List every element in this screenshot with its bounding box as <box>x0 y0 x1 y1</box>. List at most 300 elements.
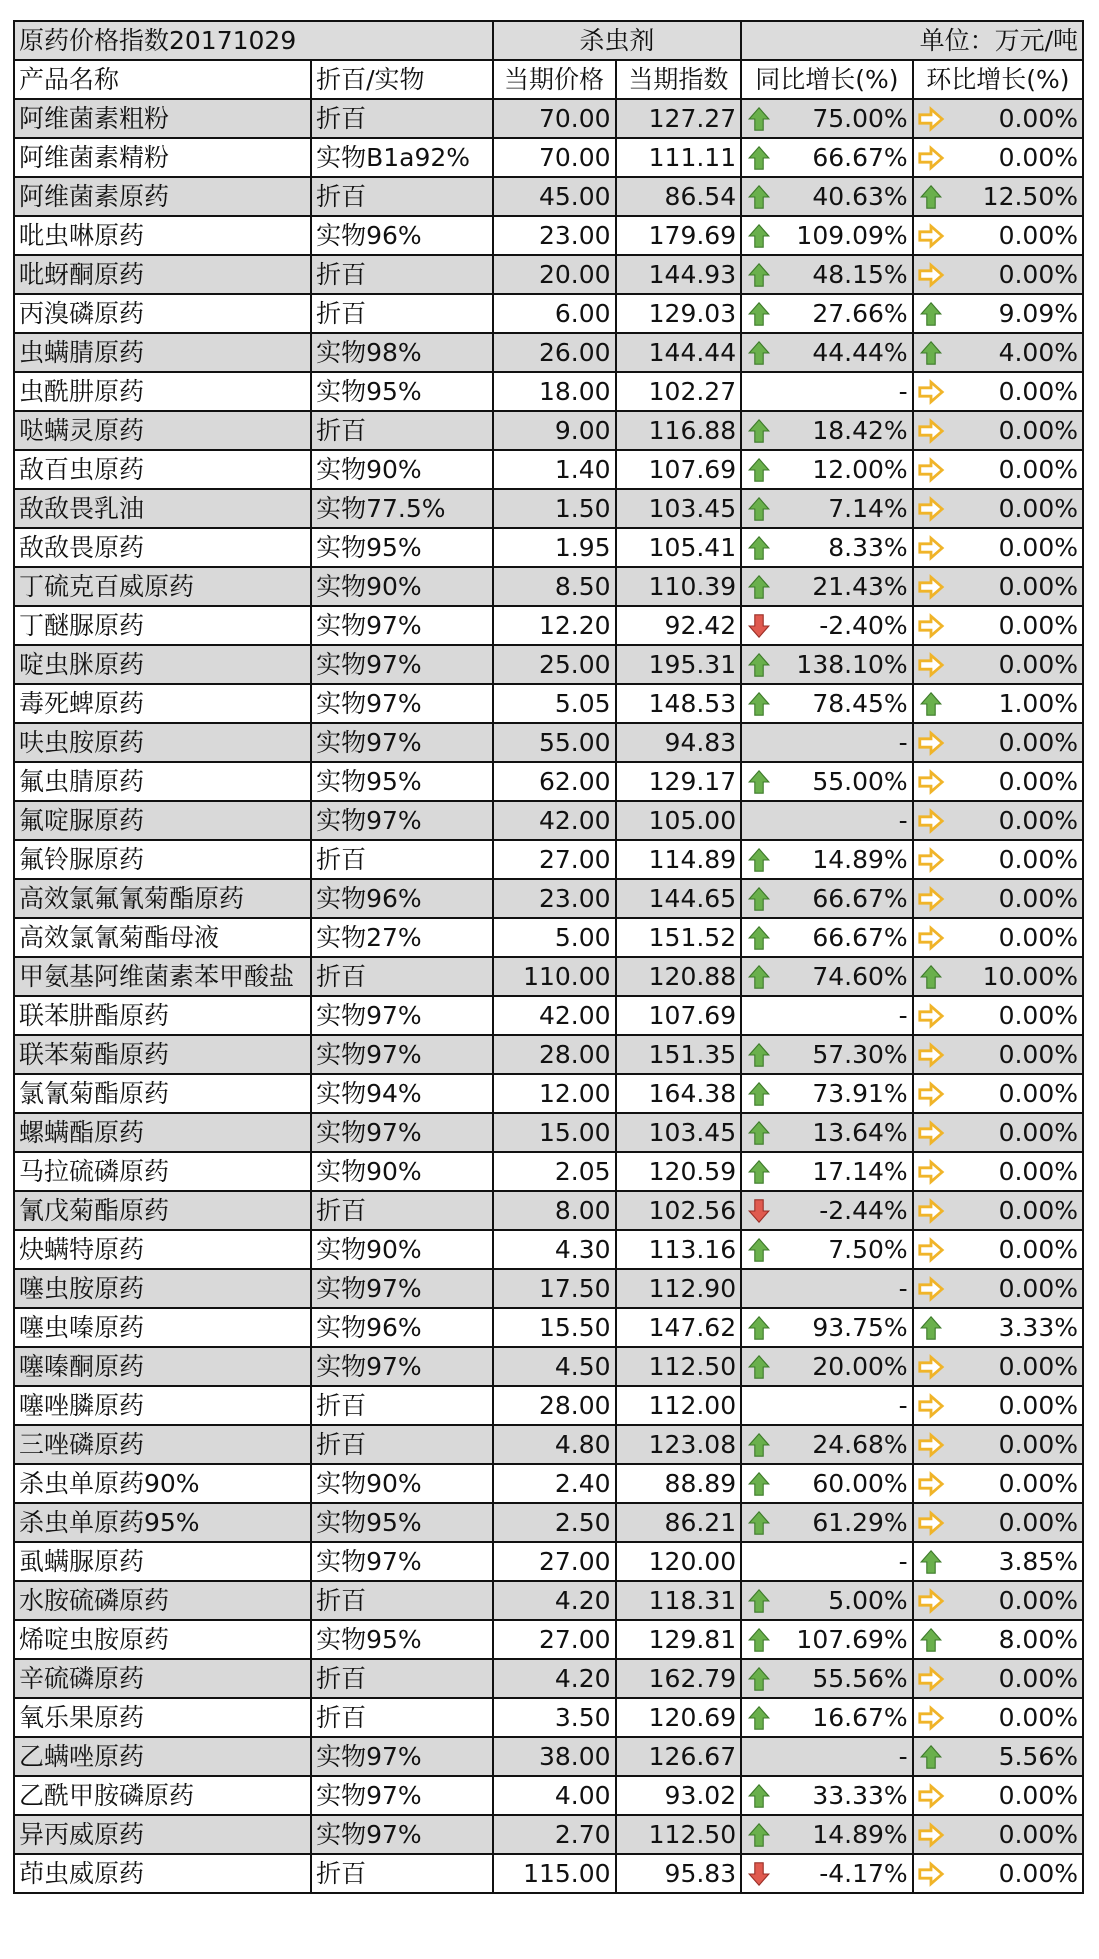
product-name: 噻虫胺原药 <box>14 1269 311 1308</box>
table-row <box>14 1347 1083 1386</box>
mom-change <box>913 1776 1083 1815</box>
arrow-up-icon <box>745 1080 773 1108</box>
mom-change-value: 0.00% <box>998 572 1078 601</box>
yoy-change <box>741 450 913 489</box>
arrow-right-icon <box>917 222 945 250</box>
mom-change <box>913 1074 1083 1113</box>
arrow-right-icon <box>917 1353 945 1381</box>
basis: 实物97% <box>311 1035 492 1074</box>
header-index: 当期指数 <box>616 60 742 99</box>
yoy-change <box>741 567 913 606</box>
yoy-change <box>741 1425 913 1464</box>
yoy-change <box>741 1581 913 1620</box>
mom-change-value: 1.00% <box>998 689 1078 718</box>
mom-change-value: 0.00% <box>998 1391 1078 1420</box>
mom-change-value: 0.00% <box>998 104 1078 133</box>
product-name: 乙螨唑原药 <box>14 1737 311 1776</box>
current-price: 70.00 <box>493 99 616 138</box>
yoy-change-value: 61.29% <box>812 1508 908 1537</box>
current-price: 15.50 <box>493 1308 616 1347</box>
product-name: 高效氯氰菊酯母液 <box>14 918 311 957</box>
arrow-up-icon <box>917 1743 945 1771</box>
yoy-change <box>741 723 913 762</box>
product-name: 吡蚜酮原药 <box>14 255 311 294</box>
basis: 实物97% <box>311 1347 492 1386</box>
yoy-change-value: 7.14% <box>828 494 908 523</box>
arrow-right-icon <box>917 1119 945 1147</box>
table-row <box>14 567 1083 606</box>
arrow-up-icon <box>745 573 773 601</box>
arrow-up-icon <box>745 1236 773 1264</box>
current-price: 55.00 <box>493 723 616 762</box>
mom-change <box>913 1269 1083 1308</box>
table-row <box>14 1620 1083 1659</box>
price-index-table <box>13 20 1084 1894</box>
arrow-right-icon <box>917 1860 945 1888</box>
arrow-up-icon <box>745 183 773 211</box>
yoy-change <box>741 1386 913 1425</box>
arrow-right-icon <box>917 261 945 289</box>
mom-change-value: 0.00% <box>998 728 1078 757</box>
yoy-change-value: 33.33% <box>812 1781 908 1810</box>
mom-change-value: 0.00% <box>998 1079 1078 1108</box>
yoy-change <box>741 1659 913 1698</box>
yoy-change-value: 60.00% <box>812 1469 908 1498</box>
product-name: 敌敌畏乳油 <box>14 489 311 528</box>
arrow-down-icon <box>745 1197 773 1225</box>
basis: 实物96% <box>311 216 492 255</box>
current-index: 112.00 <box>616 1386 742 1425</box>
yoy-change-value: 17.14% <box>812 1157 908 1186</box>
arrow-up-icon <box>745 1665 773 1693</box>
product-name: 毒死蜱原药 <box>14 684 311 723</box>
product-name: 马拉硫磷原药 <box>14 1152 311 1191</box>
yoy-change <box>741 1737 913 1776</box>
mom-change <box>913 138 1083 177</box>
arrow-right-icon <box>917 1782 945 1810</box>
yoy-change-value: 20.00% <box>812 1352 908 1381</box>
arrow-up-icon <box>745 105 773 133</box>
mom-change <box>913 606 1083 645</box>
product-name: 甲氨基阿维菌素苯甲酸盐 <box>14 957 311 996</box>
yoy-change-value: 5.00% <box>828 1586 908 1615</box>
mom-change <box>913 255 1083 294</box>
current-price: 4.80 <box>493 1425 616 1464</box>
current-price: 42.00 <box>493 801 616 840</box>
current-price: 23.00 <box>493 216 616 255</box>
yoy-change-value: 13.64% <box>812 1118 908 1147</box>
arrow-right-icon <box>917 612 945 640</box>
table-row <box>14 1191 1083 1230</box>
table-row <box>14 411 1083 450</box>
current-price: 12.00 <box>493 1074 616 1113</box>
current-price: 4.20 <box>493 1659 616 1698</box>
arrow-down-icon <box>745 1860 773 1888</box>
yoy-change-value: 109.09% <box>796 221 908 250</box>
arrow-up-icon <box>745 1353 773 1381</box>
arrow-up-icon <box>745 339 773 367</box>
current-price: 23.00 <box>493 879 616 918</box>
current-index: 151.52 <box>616 918 742 957</box>
yoy-change-value: -2.44% <box>819 1196 908 1225</box>
table-row <box>14 1230 1083 1269</box>
current-price: 2.40 <box>493 1464 616 1503</box>
arrow-up-icon <box>745 768 773 796</box>
yoy-change-value: - <box>898 1391 908 1420</box>
yoy-change-value: 66.67% <box>812 923 908 952</box>
header-product-name: 产品名称 <box>14 60 311 99</box>
product-name: 吡虫啉原药 <box>14 216 311 255</box>
product-name: 敌百虫原药 <box>14 450 311 489</box>
current-price: 2.05 <box>493 1152 616 1191</box>
yoy-change <box>741 177 913 216</box>
mom-change-value: 0.00% <box>998 1196 1078 1225</box>
table-row <box>14 528 1083 567</box>
mom-change-value: 0.00% <box>998 1430 1078 1459</box>
arrow-right-icon <box>917 534 945 562</box>
arrow-up-icon <box>917 690 945 718</box>
yoy-change <box>741 489 913 528</box>
arrow-right-icon <box>917 729 945 757</box>
basis: 折百 <box>311 1581 492 1620</box>
mom-change <box>913 1425 1083 1464</box>
mom-change-value: 0.00% <box>998 923 1078 952</box>
mom-change <box>913 489 1083 528</box>
mom-change-value: 0.00% <box>998 1859 1078 1888</box>
arrow-up-icon <box>917 963 945 991</box>
current-price: 26.00 <box>493 333 616 372</box>
product-name: 阿维菌素原药 <box>14 177 311 216</box>
table-row <box>14 1854 1083 1893</box>
current-index: 129.03 <box>616 294 742 333</box>
current-index: 120.59 <box>616 1152 742 1191</box>
current-price: 62.00 <box>493 762 616 801</box>
current-price: 110.00 <box>493 957 616 996</box>
current-index: 127.27 <box>616 99 742 138</box>
table-row <box>14 372 1083 411</box>
basis: 折百 <box>311 1659 492 1698</box>
arrow-up-icon <box>745 144 773 172</box>
mom-change <box>913 1230 1083 1269</box>
mom-change-value: 8.00% <box>998 1625 1078 1654</box>
arrow-right-icon <box>917 1002 945 1030</box>
table-row <box>14 684 1083 723</box>
mom-change-value: 10.00% <box>982 962 1078 991</box>
mom-change-value: 0.00% <box>998 1508 1078 1537</box>
yoy-change-value: 14.89% <box>812 1820 908 1849</box>
arrow-right-icon <box>917 1509 945 1537</box>
yoy-change-value: -4.17% <box>819 1859 908 1888</box>
yoy-change-value: 138.10% <box>796 650 908 679</box>
current-index: 148.53 <box>616 684 742 723</box>
product-name: 烯啶虫胺原药 <box>14 1620 311 1659</box>
product-name: 杀虫单原药95% <box>14 1503 311 1542</box>
yoy-change-value: 107.69% <box>796 1625 908 1654</box>
yoy-change-value: 24.68% <box>812 1430 908 1459</box>
product-name: 水胺硫磷原药 <box>14 1581 311 1620</box>
current-price: 8.00 <box>493 1191 616 1230</box>
product-name: 螺螨酯原药 <box>14 1113 311 1152</box>
product-name: 三唑磷原药 <box>14 1425 311 1464</box>
current-index: 118.31 <box>616 1581 742 1620</box>
arrow-up-icon <box>745 417 773 445</box>
yoy-change-value: 44.44% <box>812 338 908 367</box>
table-row <box>14 450 1083 489</box>
mom-change <box>913 1347 1083 1386</box>
basis: 实物95% <box>311 762 492 801</box>
yoy-change-value: 18.42% <box>812 416 908 445</box>
yoy-change <box>741 957 913 996</box>
yoy-change-value: 27.66% <box>812 299 908 328</box>
arrow-down-icon <box>745 612 773 640</box>
product-name: 噻虫嗪原药 <box>14 1308 311 1347</box>
mom-change-value: 3.33% <box>998 1313 1078 1342</box>
table-row <box>14 1581 1083 1620</box>
yoy-change-value: 57.30% <box>812 1040 908 1069</box>
yoy-change <box>741 1074 913 1113</box>
current-price: 28.00 <box>493 1386 616 1425</box>
arrow-right-icon <box>917 456 945 484</box>
arrow-up-icon <box>745 1782 773 1810</box>
current-price: 2.50 <box>493 1503 616 1542</box>
current-index: 112.50 <box>616 1347 742 1386</box>
current-index: 120.88 <box>616 957 742 996</box>
table-row <box>14 99 1083 138</box>
basis: 折百 <box>311 177 492 216</box>
yoy-change <box>741 1230 913 1269</box>
product-name: 虱螨脲原药 <box>14 1542 311 1581</box>
arrow-right-icon <box>917 1431 945 1459</box>
current-price: 2.70 <box>493 1815 616 1854</box>
current-price: 9.00 <box>493 411 616 450</box>
yoy-change <box>741 99 913 138</box>
basis: 实物97% <box>311 1815 492 1854</box>
yoy-change <box>741 216 913 255</box>
yoy-change <box>741 879 913 918</box>
product-name: 噻嗪酮原药 <box>14 1347 311 1386</box>
header-basis: 折百/实物 <box>311 60 492 99</box>
mom-change-value: 0.00% <box>998 1274 1078 1303</box>
table-row <box>14 957 1083 996</box>
mom-change-value: 4.00% <box>998 338 1078 367</box>
table-row <box>14 333 1083 372</box>
product-name: 呋虫胺原药 <box>14 723 311 762</box>
mom-change-value: 3.85% <box>998 1547 1078 1576</box>
mom-change-value: 0.00% <box>998 1040 1078 1069</box>
current-price: 27.00 <box>493 1542 616 1581</box>
mom-change <box>913 1581 1083 1620</box>
current-index: 86.54 <box>616 177 742 216</box>
mom-change <box>913 801 1083 840</box>
table-row <box>14 1152 1083 1191</box>
arrow-right-icon <box>917 417 945 445</box>
arrow-up-icon <box>745 690 773 718</box>
current-price: 5.05 <box>493 684 616 723</box>
yoy-change <box>741 294 913 333</box>
mom-change <box>913 294 1083 333</box>
yoy-change-value: 14.89% <box>812 845 908 874</box>
arrow-up-icon <box>745 456 773 484</box>
current-price: 115.00 <box>493 1854 616 1893</box>
current-index: 112.50 <box>616 1815 742 1854</box>
basis: 实物97% <box>311 723 492 762</box>
mom-change <box>913 1698 1083 1737</box>
yoy-change <box>741 1308 913 1347</box>
mom-change-value: 0.00% <box>998 1469 1078 1498</box>
table-row <box>14 1503 1083 1542</box>
current-index: 107.69 <box>616 996 742 1035</box>
table-row <box>14 606 1083 645</box>
mom-change <box>913 957 1083 996</box>
arrow-up-icon <box>745 1821 773 1849</box>
basis: 实物77.5% <box>311 489 492 528</box>
yoy-change <box>741 528 913 567</box>
arrow-up-icon <box>745 534 773 562</box>
table-row <box>14 138 1083 177</box>
table-row <box>14 801 1083 840</box>
mom-change-value: 0.00% <box>998 1586 1078 1615</box>
table-row <box>14 1542 1083 1581</box>
mom-change <box>913 1815 1083 1854</box>
current-price: 42.00 <box>493 996 616 1035</box>
basis: 实物90% <box>311 567 492 606</box>
basis: 实物97% <box>311 1113 492 1152</box>
arrow-up-icon <box>745 1119 773 1147</box>
current-index: 94.83 <box>616 723 742 762</box>
product-name: 氯氰菊酯原药 <box>14 1074 311 1113</box>
table-row <box>14 1776 1083 1815</box>
yoy-change-value: 66.67% <box>812 143 908 172</box>
mom-change <box>913 762 1083 801</box>
current-price: 1.95 <box>493 528 616 567</box>
yoy-change-value: 66.67% <box>812 884 908 913</box>
current-index: 102.27 <box>616 372 742 411</box>
table-row <box>14 1815 1083 1854</box>
yoy-change <box>741 255 913 294</box>
mom-change-value: 0.00% <box>998 1118 1078 1147</box>
product-name: 噻唑膦原药 <box>14 1386 311 1425</box>
basis: 实物98% <box>311 333 492 372</box>
table-row <box>14 762 1083 801</box>
current-index: 88.89 <box>616 1464 742 1503</box>
product-name: 敌敌畏原药 <box>14 528 311 567</box>
basis: 实物90% <box>311 1464 492 1503</box>
table-row <box>14 1074 1083 1113</box>
yoy-change <box>741 996 913 1035</box>
mom-change-value: 0.00% <box>998 494 1078 523</box>
yoy-change-value: 48.15% <box>812 260 908 289</box>
mom-change <box>913 450 1083 489</box>
arrow-up-icon <box>745 846 773 874</box>
mom-change-value: 0.00% <box>998 1664 1078 1693</box>
table-row <box>14 1464 1083 1503</box>
current-index: 112.90 <box>616 1269 742 1308</box>
mom-change <box>913 1542 1083 1581</box>
current-price: 6.00 <box>493 294 616 333</box>
arrow-up-icon <box>745 261 773 289</box>
current-index: 95.83 <box>616 1854 742 1893</box>
arrow-right-icon <box>917 573 945 601</box>
basis: 实物96% <box>311 879 492 918</box>
arrow-up-icon <box>745 651 773 679</box>
yoy-change-value: - <box>898 806 908 835</box>
yoy-change-value: - <box>898 1274 908 1303</box>
yoy-change <box>741 1113 913 1152</box>
arrow-right-icon <box>917 651 945 679</box>
basis: 折百 <box>311 255 492 294</box>
yoy-change <box>741 918 913 957</box>
basis: 实物90% <box>311 1152 492 1191</box>
yoy-change <box>741 1035 913 1074</box>
basis: 实物94% <box>311 1074 492 1113</box>
basis: 实物95% <box>311 1503 492 1542</box>
table-row <box>14 879 1083 918</box>
current-price: 15.00 <box>493 1113 616 1152</box>
current-price: 4.20 <box>493 1581 616 1620</box>
arrow-up-icon <box>745 1470 773 1498</box>
yoy-change-value: 73.91% <box>812 1079 908 1108</box>
current-price: 3.50 <box>493 1698 616 1737</box>
arrow-up-icon <box>745 300 773 328</box>
yoy-change <box>741 801 913 840</box>
basis: 实物97% <box>311 1776 492 1815</box>
title-row <box>14 21 1083 60</box>
current-price: 8.50 <box>493 567 616 606</box>
current-index: 86.21 <box>616 1503 742 1542</box>
arrow-right-icon <box>917 1470 945 1498</box>
arrow-up-icon <box>745 1041 773 1069</box>
mom-change-value: 0.00% <box>998 1781 1078 1810</box>
current-index: 179.69 <box>616 216 742 255</box>
arrow-up-icon <box>745 1314 773 1342</box>
arrow-right-icon <box>917 1041 945 1069</box>
current-price: 27.00 <box>493 1620 616 1659</box>
mom-change <box>913 216 1083 255</box>
mom-change <box>913 879 1083 918</box>
arrow-right-icon <box>917 885 945 913</box>
mom-change <box>913 177 1083 216</box>
current-index: 93.02 <box>616 1776 742 1815</box>
arrow-right-icon <box>917 1821 945 1849</box>
yoy-change-value: -2.40% <box>819 611 908 640</box>
basis: 实物90% <box>311 1230 492 1269</box>
product-name: 炔螨特原药 <box>14 1230 311 1269</box>
basis: 实物97% <box>311 1542 492 1581</box>
basis: 折百 <box>311 957 492 996</box>
basis: 折百 <box>311 1425 492 1464</box>
current-price: 18.00 <box>493 372 616 411</box>
yoy-change-value: 55.00% <box>812 767 908 796</box>
yoy-change <box>741 1347 913 1386</box>
table-row <box>14 216 1083 255</box>
current-index: 92.42 <box>616 606 742 645</box>
arrow-right-icon <box>917 1665 945 1693</box>
mom-change-value: 0.00% <box>998 611 1078 640</box>
current-price: 70.00 <box>493 138 616 177</box>
header-price: 当期价格 <box>493 60 616 99</box>
current-price: 1.50 <box>493 489 616 528</box>
yoy-change-value: - <box>898 377 908 406</box>
arrow-up-icon <box>745 963 773 991</box>
mom-change <box>913 840 1083 879</box>
mom-change <box>913 723 1083 762</box>
table-row <box>14 177 1083 216</box>
arrow-right-icon <box>917 1236 945 1264</box>
mom-change-value: 0.00% <box>998 533 1078 562</box>
basis: 折百 <box>311 1191 492 1230</box>
current-price: 27.00 <box>493 840 616 879</box>
mom-change <box>913 1620 1083 1659</box>
